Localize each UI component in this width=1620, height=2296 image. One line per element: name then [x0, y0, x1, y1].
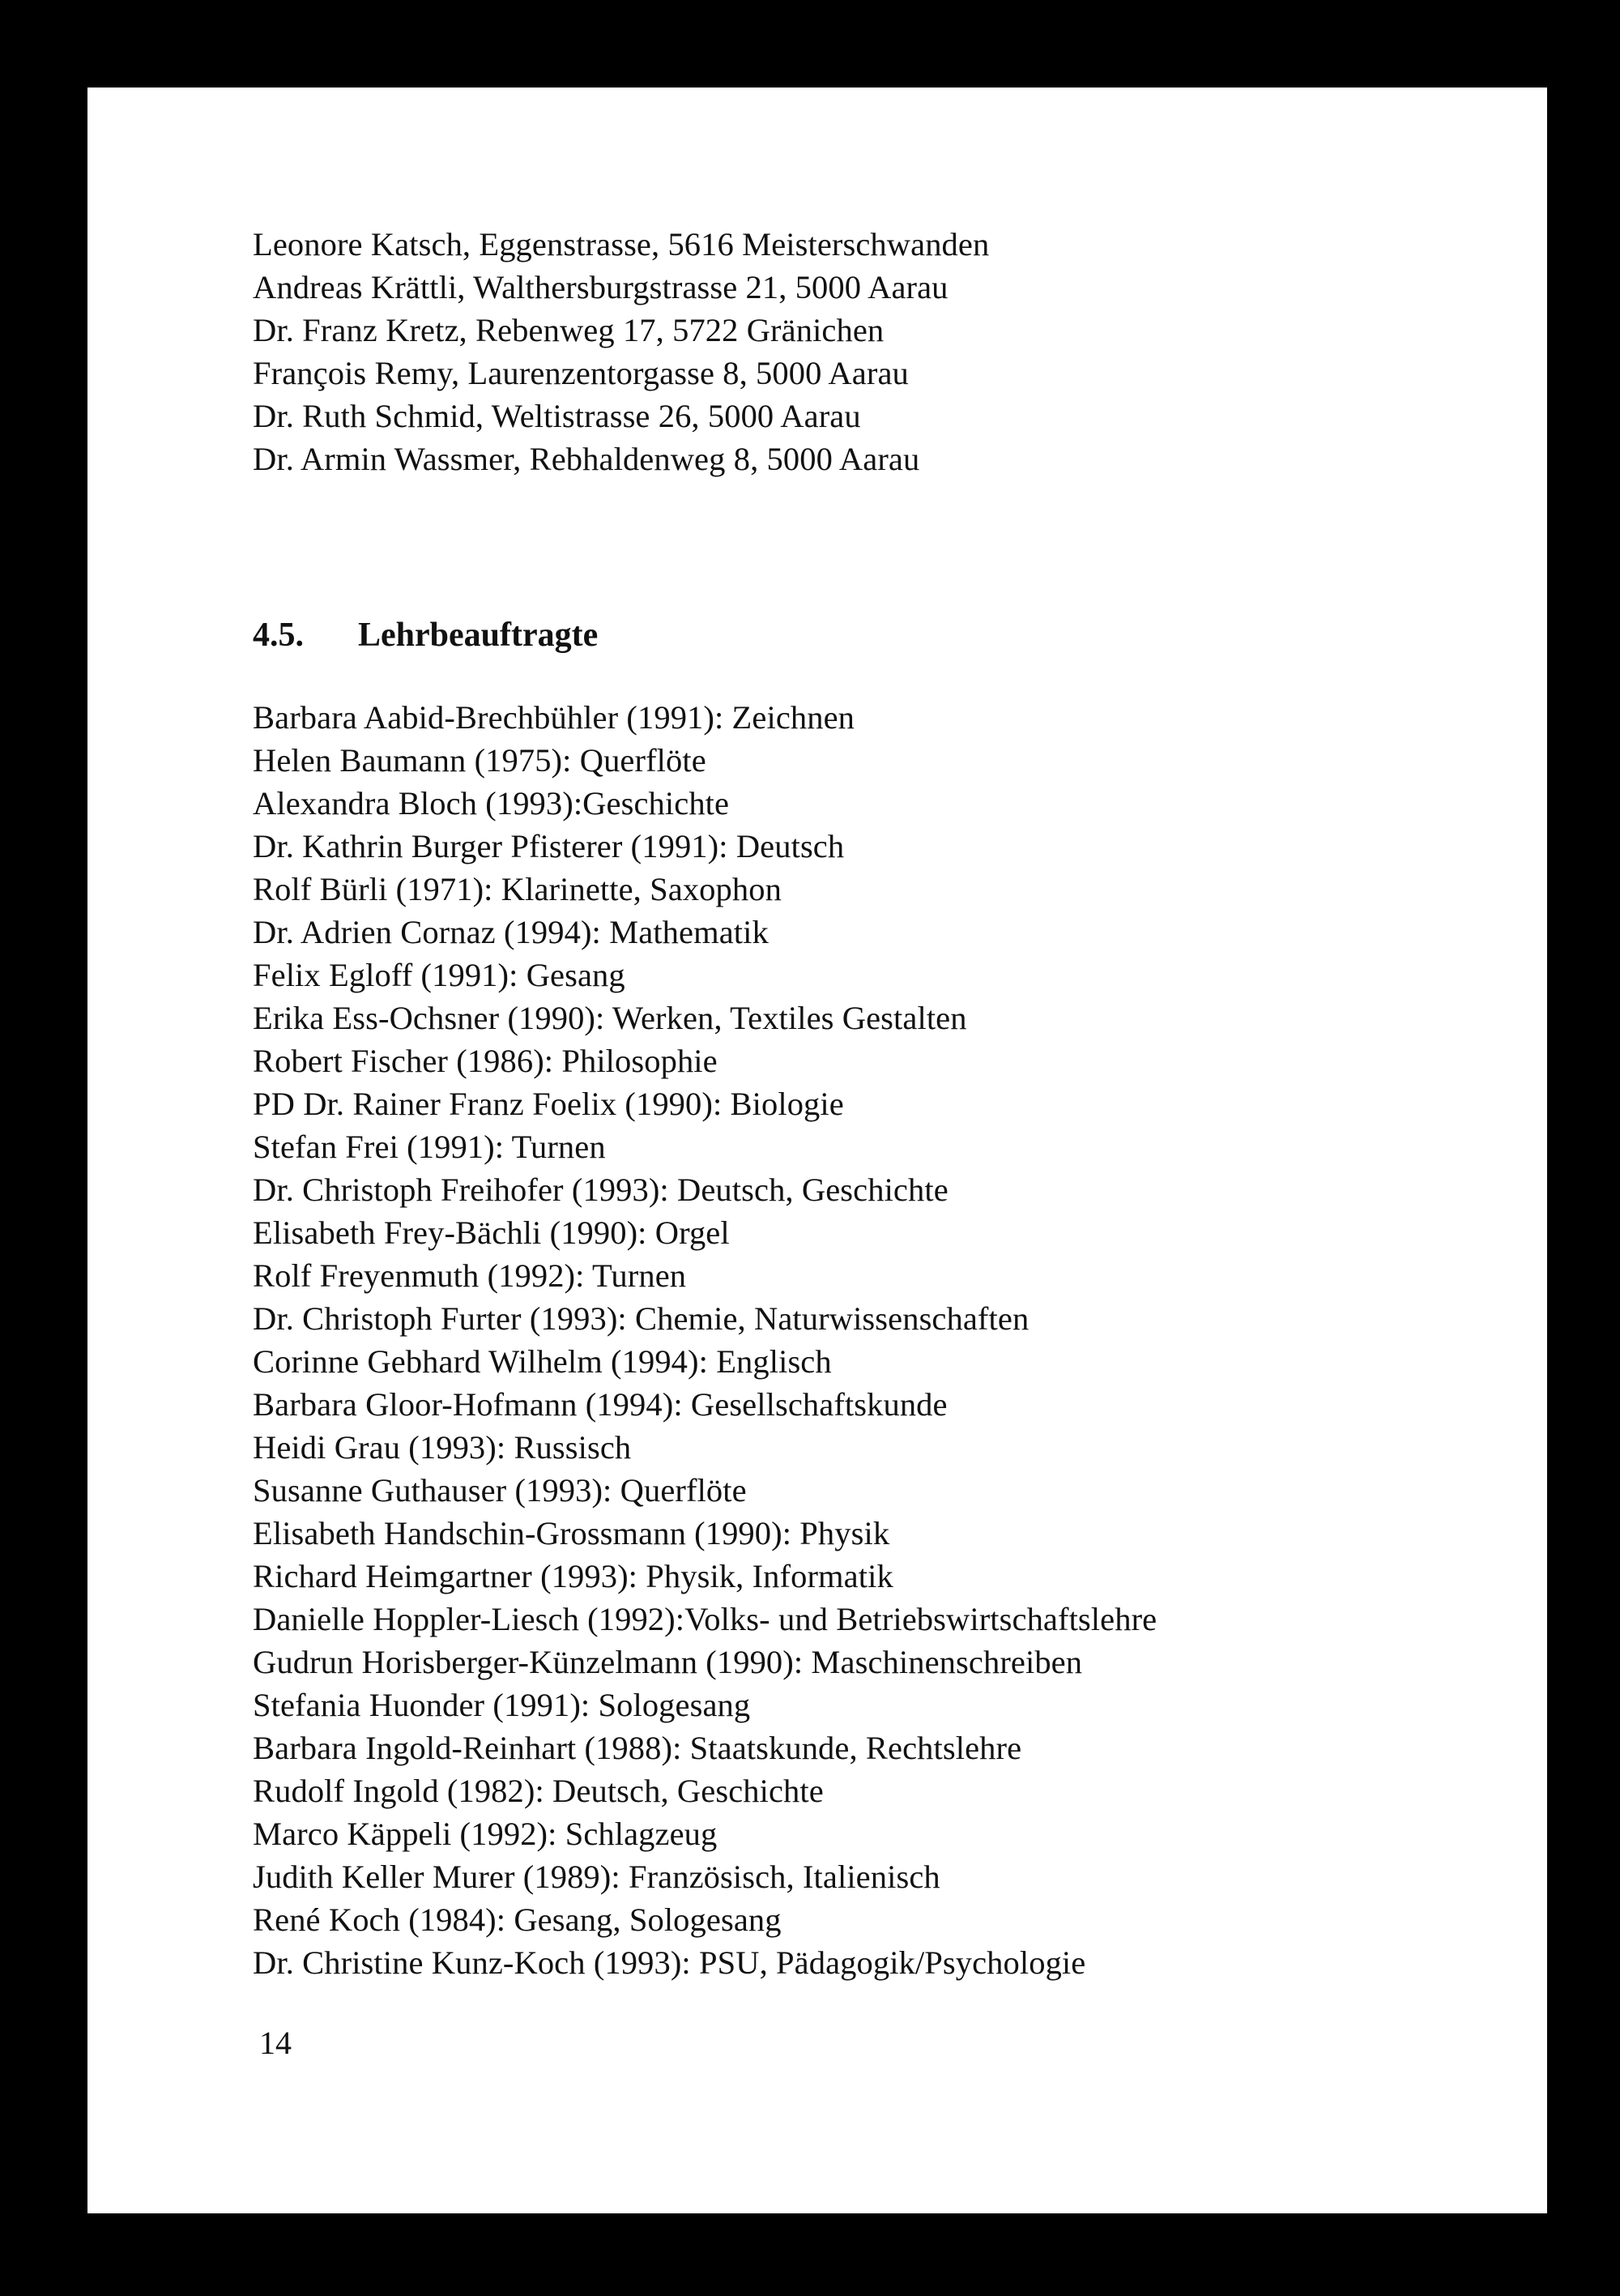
lecturer-entry: Rudolf Ingold (1982): Deutsch, Geschichte — [253, 1773, 824, 1809]
lecturer-entry: Marco Käppeli (1992): Schlagzeug — [253, 1816, 718, 1852]
lecturer-entry: Alexandra Bloch (1993):Geschichte — [253, 785, 730, 822]
lecturer-entry: Dr. Kathrin Burger Pfisterer (1991): Deutsch — [253, 828, 845, 864]
lecturer-entry: Judith Keller Murer (1989): Französisch, Italienisch — [253, 1859, 940, 1895]
lecturer-entry: Dr. Christoph Freihofer (1993): Deutsch, Geschichte — [253, 1171, 949, 1208]
lecturer-entry: Helen Baumann (1975): Querflöte — [253, 742, 706, 779]
lecturer-entry: Robert Fischer (1986): Philosophie — [253, 1043, 718, 1079]
lecturer-entry: Dr. Christoph Furter (1993): Chemie, Naturwissenschaften — [253, 1300, 1030, 1337]
lecturer-entry: Rolf Bürli (1971): Klarinette, Saxophon — [253, 871, 782, 907]
lecturer-entry: Rolf Freyenmuth (1992): Turnen — [253, 1257, 687, 1294]
lecturer-entry: Barbara Gloor-Hofmann (1994): Gesellschaftskunde — [253, 1386, 948, 1423]
lecturer-entry: Richard Heimgartner (1993): Physik, Informatik — [253, 1558, 893, 1594]
address-line: Dr. Armin Wassmer, Rebhaldenweg 8, 5000 Aarau — [253, 441, 920, 477]
page-number: 14 — [259, 2025, 292, 2061]
address-line: Dr. Franz Kretz, Rebenweg 17, 5722 Gränichen — [253, 312, 885, 348]
lecturer-entry: Heidi Grau (1993): Russisch — [253, 1429, 632, 1466]
lecturer-entry: Barbara Aabid-Brechbühler (1991): Zeichnen — [253, 699, 855, 736]
lecturer-entry: Dr. Adrien Cornaz (1994): Mathematik — [253, 914, 769, 950]
address-line: Dr. Ruth Schmid, Weltistrasse 26, 5000 Aarau — [253, 398, 861, 434]
lecturer-entry: René Koch (1984): Gesang, Sologesang — [253, 1901, 782, 1938]
lecturer-entry: Elisabeth Handschin-Grossmann (1990): Physik — [253, 1515, 890, 1551]
lecturer-entry: Erika Ess-Ochsner (1990): Werken, Textiles Gestalten — [253, 1000, 967, 1036]
address-line: Leonore Katsch, Eggenstrasse, 5616 Meisterschwanden — [253, 226, 990, 262]
lecturer-entry: Dr. Christine Kunz-Koch (1993): PSU, Pädagogik/Psychologie — [253, 1944, 1086, 1981]
section-number: 4.5. — [253, 617, 304, 654]
address-list — [253, 223, 989, 480]
section-heading — [253, 612, 598, 658]
lecturer-entry: Gudrun Horisberger-Künzelmann (1990): Maschinenschreiben — [253, 1644, 1083, 1680]
address-line: François Remy, Laurenzentorgasse 8, 5000 Aarau — [253, 355, 909, 391]
lecturer-list — [253, 696, 1157, 1984]
lecturer-entry: Stefania Huonder (1991): Sologesang — [253, 1687, 751, 1723]
lecturer-entry: Felix Egloff (1991): Gesang — [253, 957, 625, 993]
lecturer-entry: Susanne Guthauser (1993): Querflöte — [253, 1472, 747, 1509]
lecturer-entry: Danielle Hoppler-Liesch (1992):Volks- und Betriebswirtschaftslehre — [253, 1601, 1157, 1637]
document-page — [87, 87, 1547, 2213]
lecturer-entry: Corinne Gebhard Wilhelm (1994): Englisch — [253, 1343, 832, 1380]
lecturer-entry: Elisabeth Frey-Bächli (1990): Orgel — [253, 1214, 730, 1251]
section-title: Lehrbeauftragte — [358, 617, 599, 654]
lecturer-entry: PD Dr. Rainer Franz Foelix (1990): Biologie — [253, 1086, 844, 1122]
lecturer-entry: Stefan Frei (1991): Turnen — [253, 1129, 606, 1165]
lecturer-entry: Barbara Ingold-Reinhart (1988): Staatskunde, Rechtslehre — [253, 1730, 1022, 1766]
address-line: Andreas Krättli, Walthersburgstrasse 21, 5000 Aarau — [253, 269, 949, 305]
